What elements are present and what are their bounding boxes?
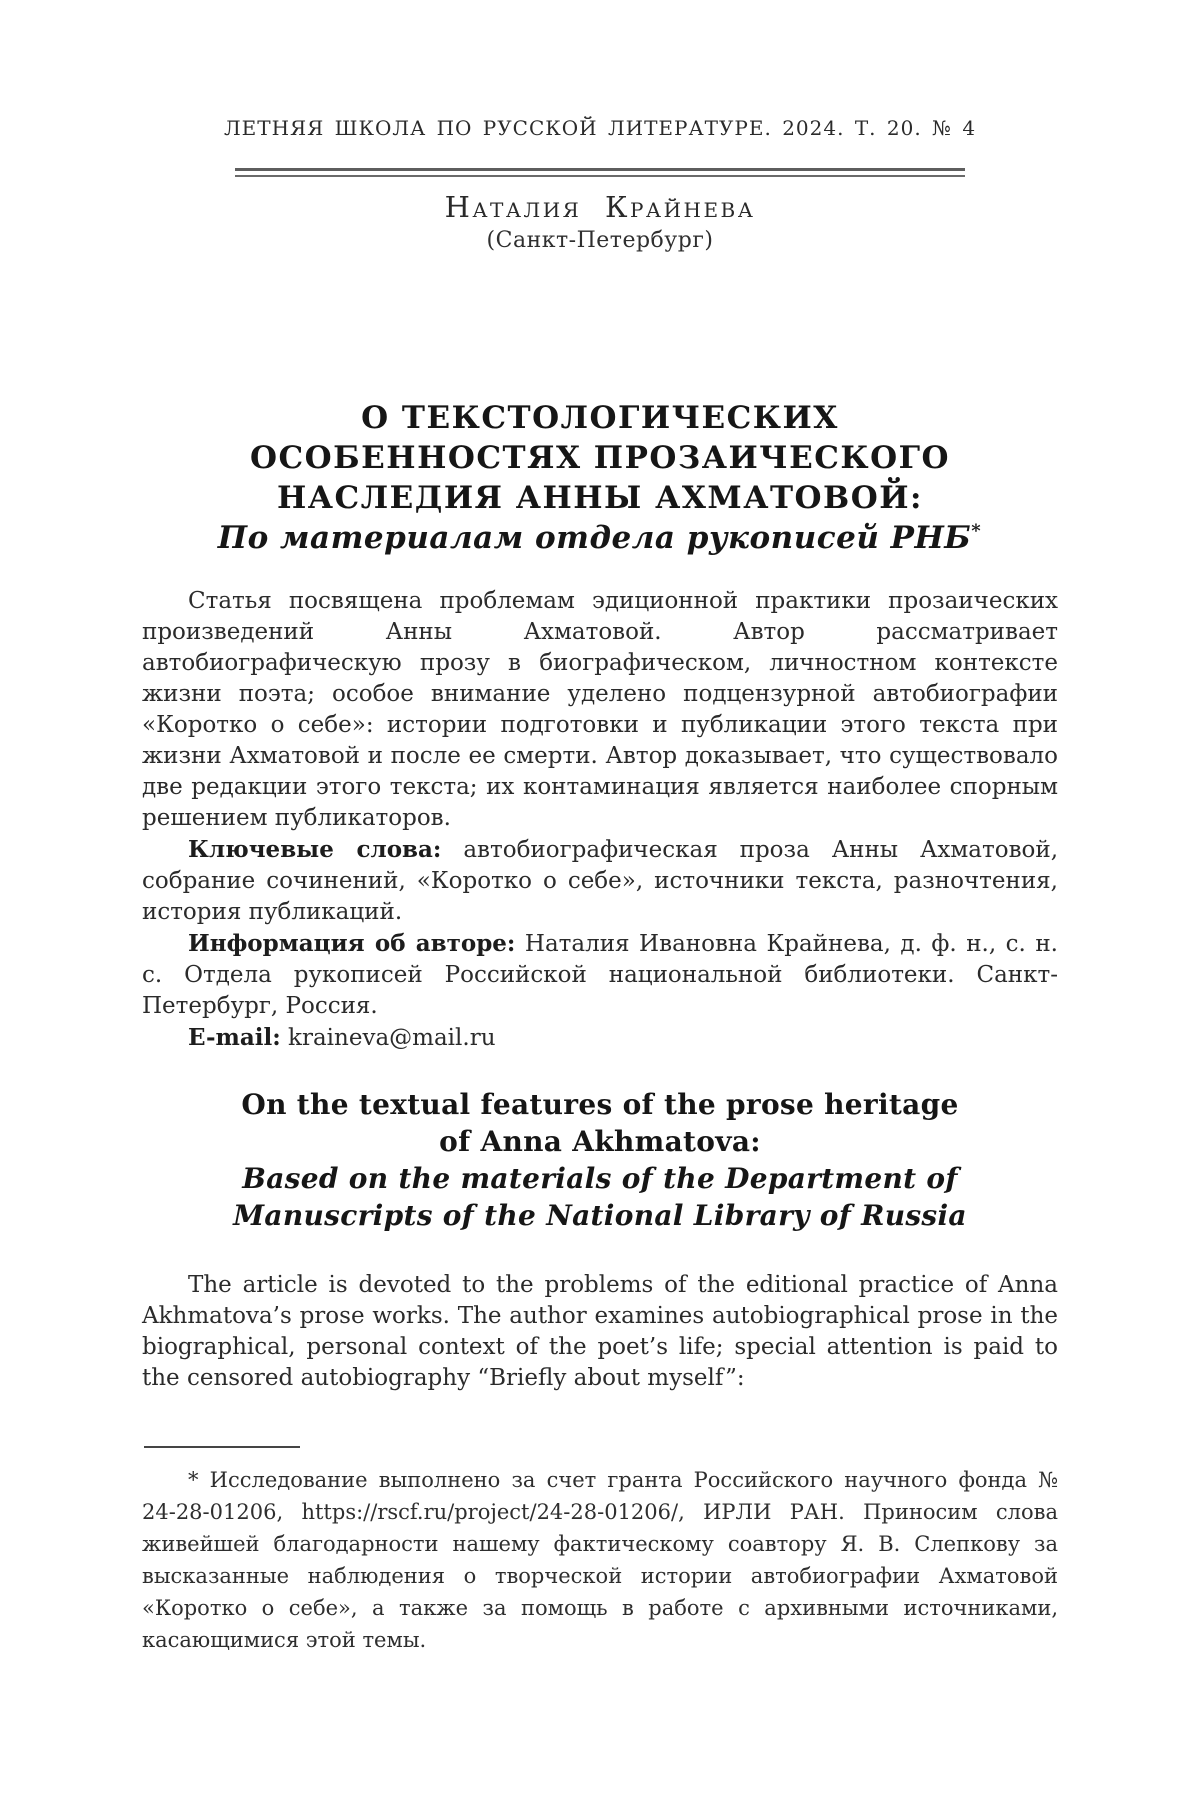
title-ru-line-2: ОСОБЕННОСТЯХ ПРОЗАИЧЕСКОГО <box>249 440 950 476</box>
russian-metadata-block <box>142 586 1058 1054</box>
article-title-ru <box>0 398 1200 558</box>
subtitle-ru-text: По материалам отдела рукописей РНБ <box>217 520 972 556</box>
footnote-url: https://rscf.ru/project/24-28-01206/, <box>301 1500 685 1524</box>
article-title-en <box>0 1086 1200 1234</box>
journal-header: ЛЕТНЯЯ ШКОЛА ПО РУССКОЙ ЛИТЕРАТУРЕ. 2024. Т. 20. № 4 <box>223 116 977 140</box>
keywords-label: Ключевые слова: <box>188 836 442 863</box>
email-label: E-mail: <box>188 1024 281 1051</box>
email-value: kraineva@mail.ru <box>288 1025 496 1051</box>
article-subtitle-ru <box>0 518 1200 558</box>
title-en-line-2: of Anna Akhmatova: <box>439 1125 761 1158</box>
title-ru-line-3: НАСЛЕДИЯ АННЫ АХМАТОВОЙ: <box>277 480 923 516</box>
header-double-rule <box>235 168 965 177</box>
abstract-ru: Статья посвящена проблемам эдиционной практики прозаических произведений Анны Ахматовой. Автор рассматривает автобиографическую прозу в биографическом, личностном контексте жизни поэта; особое внимание уделено подцензурной автобиографии «Коротко о себе»: истории подготовки и публикации этого текста при жизни Ахматовой и после ее смерти. Автор доказывает, что существовало две редакции этого текста; их контаминация является наиболее спорным решением публикаторов. <box>142 588 1058 831</box>
title-ru-line-1: О ТЕКСТОЛОГИЧЕСКИХ <box>361 400 839 436</box>
footnote-marker-superscript: * <box>971 520 983 542</box>
email-row <box>142 1022 1058 1054</box>
english-abstract-block <box>142 1270 1058 1394</box>
footnote-block <box>142 1446 1058 1656</box>
abstract-en: The article is devoted to the problems of the editional practice of Anna Akhmatova’s prose works. The author examines autobiographical prose in the biographical, personal context of the poet’s life; special attention is paid to the censored autobiography “Briefly about myself”: <box>142 1272 1058 1391</box>
footnote-text-before: Исследование выполнено за счет гранта Российского научного фонда № 24-28-01206, <box>142 1468 1058 1524</box>
footnote-text-after: ИРЛИ РАН. Приносим слова живейшей благодарности нашему фактическому соавтору Я. В. Слепкову за высказанные наблюдения о творческой истории автобиографии Ахматовой «Коротко о себе», а также за помощь в работе с архивными источниками, касающимися этой темы. <box>142 1500 1058 1652</box>
keywords-ru <box>142 834 1058 928</box>
keywords-text: автобиографическая проза Анны Ахматовой, собрание сочинений, «Коротко о себе», источники текста, разночтения, история публикаций. <box>142 837 1059 925</box>
footnote-marker: * <box>188 1468 199 1492</box>
author-info-text: Наталия Ивановна Крайнева, д. ф. н., с. н. с. Отдела рукописей Российской национальной библиотеки. Санкт-Петербург, Россия. <box>142 931 1058 1019</box>
subtitle-en-line-2: Manuscripts of the National Library of Russia <box>233 1199 967 1232</box>
footnote-divider <box>144 1446 300 1448</box>
author-info <box>142 928 1058 1022</box>
subtitle-en-line-1: Based on the materials of the Department of <box>242 1162 958 1195</box>
author-info-label: Информация об авторе: <box>188 930 516 957</box>
author-city: (Санкт-Петербург) <box>486 228 714 253</box>
footnote-text <box>142 1464 1058 1656</box>
title-en-line-1: On the textual features of the prose heritage <box>241 1088 959 1121</box>
author-name: Наталия Крайнева <box>444 190 756 224</box>
